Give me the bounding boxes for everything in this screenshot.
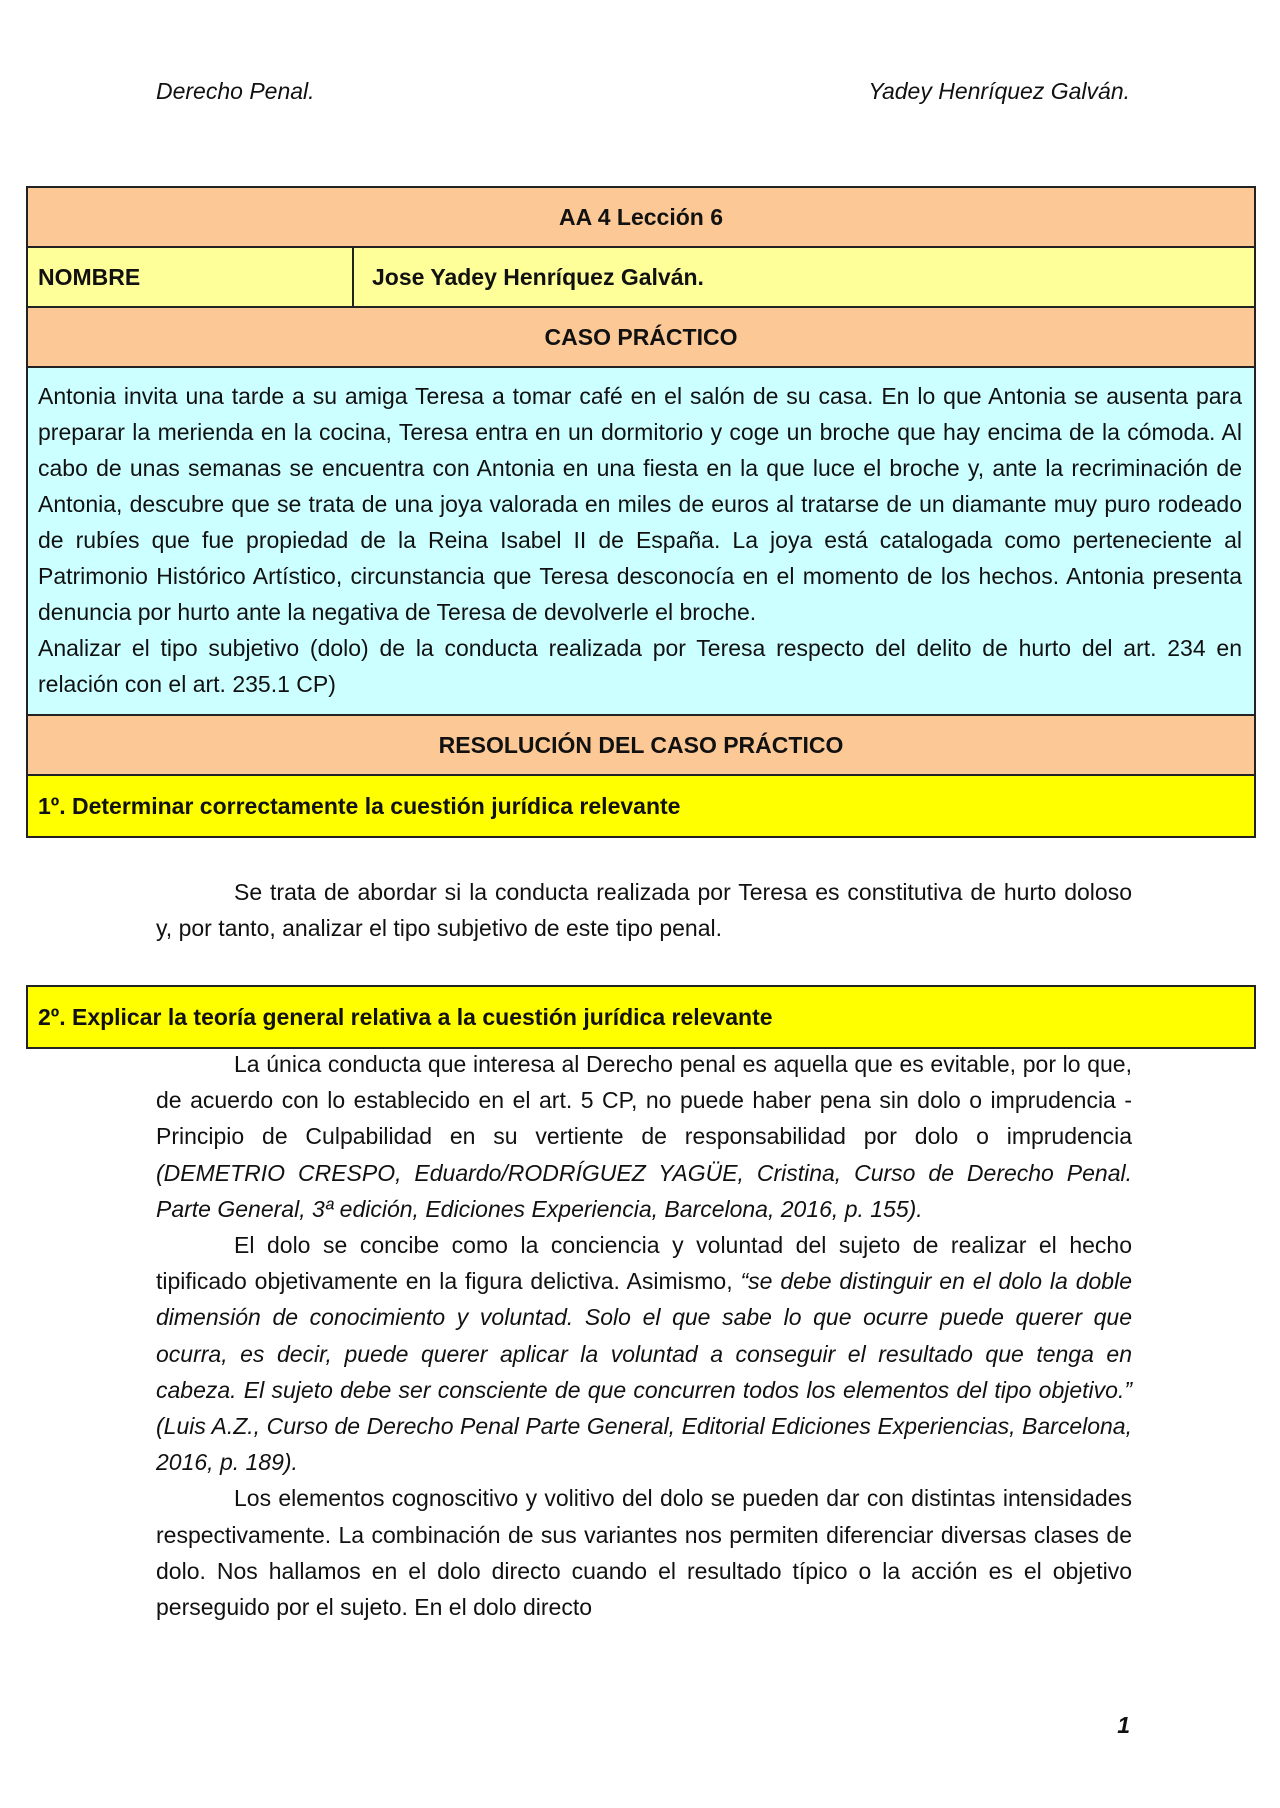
- page-number: 1: [1117, 1712, 1130, 1738]
- resolucion-heading-row: [28, 716, 1254, 776]
- resolucion-heading: RESOLUCIÓN DEL CASO PRÁCTICO: [438, 731, 844, 758]
- caso-text: [28, 368, 1254, 716]
- table-title-row: [28, 188, 1254, 248]
- paragraph-3: Los elementos cognoscitivo y volitivo del dolo se pueden dar con distintas intensidades respectivamente. La combinación de sus variantes nos permiten diferenciar diversas clases de dolo. Nos hallamos en el dolo directo cuando el resultado típico o la acción es el objetivo perseguido por el sujeto. En el dolo directo: [156, 1485, 1132, 1621]
- step1-body: [156, 874, 1132, 946]
- step2-box: [26, 985, 1256, 1049]
- caso-paragraph-2: Analizar el tipo subjetivo (dolo) de la conducta realizada por Teresa respecto del delito de hurto del art. 234 en relación con el art. 235.1 CP): [38, 635, 1242, 697]
- step1-row: [28, 776, 1254, 836]
- nombre-value: Jose Yadey Henríquez Galván.: [372, 263, 704, 290]
- caso-paragraph-1: Antonia invita una tarde a su amiga Teresa a tomar café en el salón de su casa. En lo que Antonia se ausenta para preparar la merienda en la cocina, Teresa entra en un dormitorio y coge un broche que hay encima de la cómoda. Al cabo de unas semanas se encuentra con Antonia en una fiesta en la que luce el broche y, ante la recriminación de Antonia, descubre que se trata de una joya valorada en miles de euros al tratarse de un diamante muy puro rodeado de rubíes que fue propiedad de la Reina Isabel II de España. La joya está catalogada como perteneciente al Patrimonio Histórico Artístico, circunstancia que Teresa desconocía en el momento de los hechos. Antonia presenta denuncia por hurto ante la negativa de Teresa de devolverle el broche.: [38, 383, 1242, 625]
- paragraph-1: [156, 1046, 1132, 1227]
- nombre-label: NOMBRE: [28, 248, 354, 306]
- header-author: Yadey Henríquez Galván.: [868, 78, 1130, 104]
- paragraph-2: [156, 1227, 1132, 1480]
- step2-row: [28, 987, 1254, 1047]
- step1-text: Se trata de abordar si la conducta realizada por Teresa es constitutiva de hurto doloso y, por tanto, analizar el tipo subjetivo de este tipo penal.: [156, 879, 1132, 942]
- caso-heading-row: [28, 308, 1254, 368]
- header-subject: Derecho Penal.: [156, 78, 315, 104]
- step2-body: [156, 1046, 1132, 1625]
- paragraph-1-citation: (DEMETRIO CRESPO, Eduardo/RODRÍGUEZ YAGÜE, Cristina, Curso de Derecho Penal. Parte General, 3ª edición, Ediciones Experiencia, Barcelona, 2016, p. 155).: [156, 1159, 1132, 1222]
- step1-heading: 1º. Determinar correctamente la cuestión jurídica relevante: [38, 792, 681, 819]
- case-table: [26, 186, 1256, 838]
- nombre-row: [28, 248, 1254, 308]
- step2-heading: 2º. Explicar la teoría general relativa a la cuestión jurídica relevante: [38, 1003, 773, 1030]
- paragraph-2-quote: “se debe distinguir en el dolo la doble dimensión de conocimiento y voluntad. Solo el que sabe lo que ocurre puede querer que ocurra, es decir, puede querer aplicar la voluntad a conseguir el resultado que tenga en cabeza. El sujeto debe ser consciente de que concurren todos los elementos del tipo objetivo.” (Luis A.Z., Curso de Derecho Penal Parte General, Editorial Ediciones Experiencias, Barcelona, 2016, p. 189).: [156, 1268, 1132, 1476]
- table-title: AA 4 Lección 6: [558, 203, 724, 230]
- paragraph-1-text: La única conducta que interesa al Derecho penal es aquella que es evitable, por lo que, de acuerdo con lo establecido en el art. 5 CP, no puede haber pena sin dolo o imprudencia -Principio de Culpabilidad en su vertiente de responsabilidad por dolo o imprudencia: [156, 1051, 1132, 1150]
- caso-heading: CASO PRÁCTICO: [544, 323, 738, 350]
- paragraph-2-text: El dolo se concibe como la conciencia y voluntad del sujeto de realizar el hecho tipificado objetivamente en la figura delictiva. Asimismo,: [156, 1232, 1132, 1295]
